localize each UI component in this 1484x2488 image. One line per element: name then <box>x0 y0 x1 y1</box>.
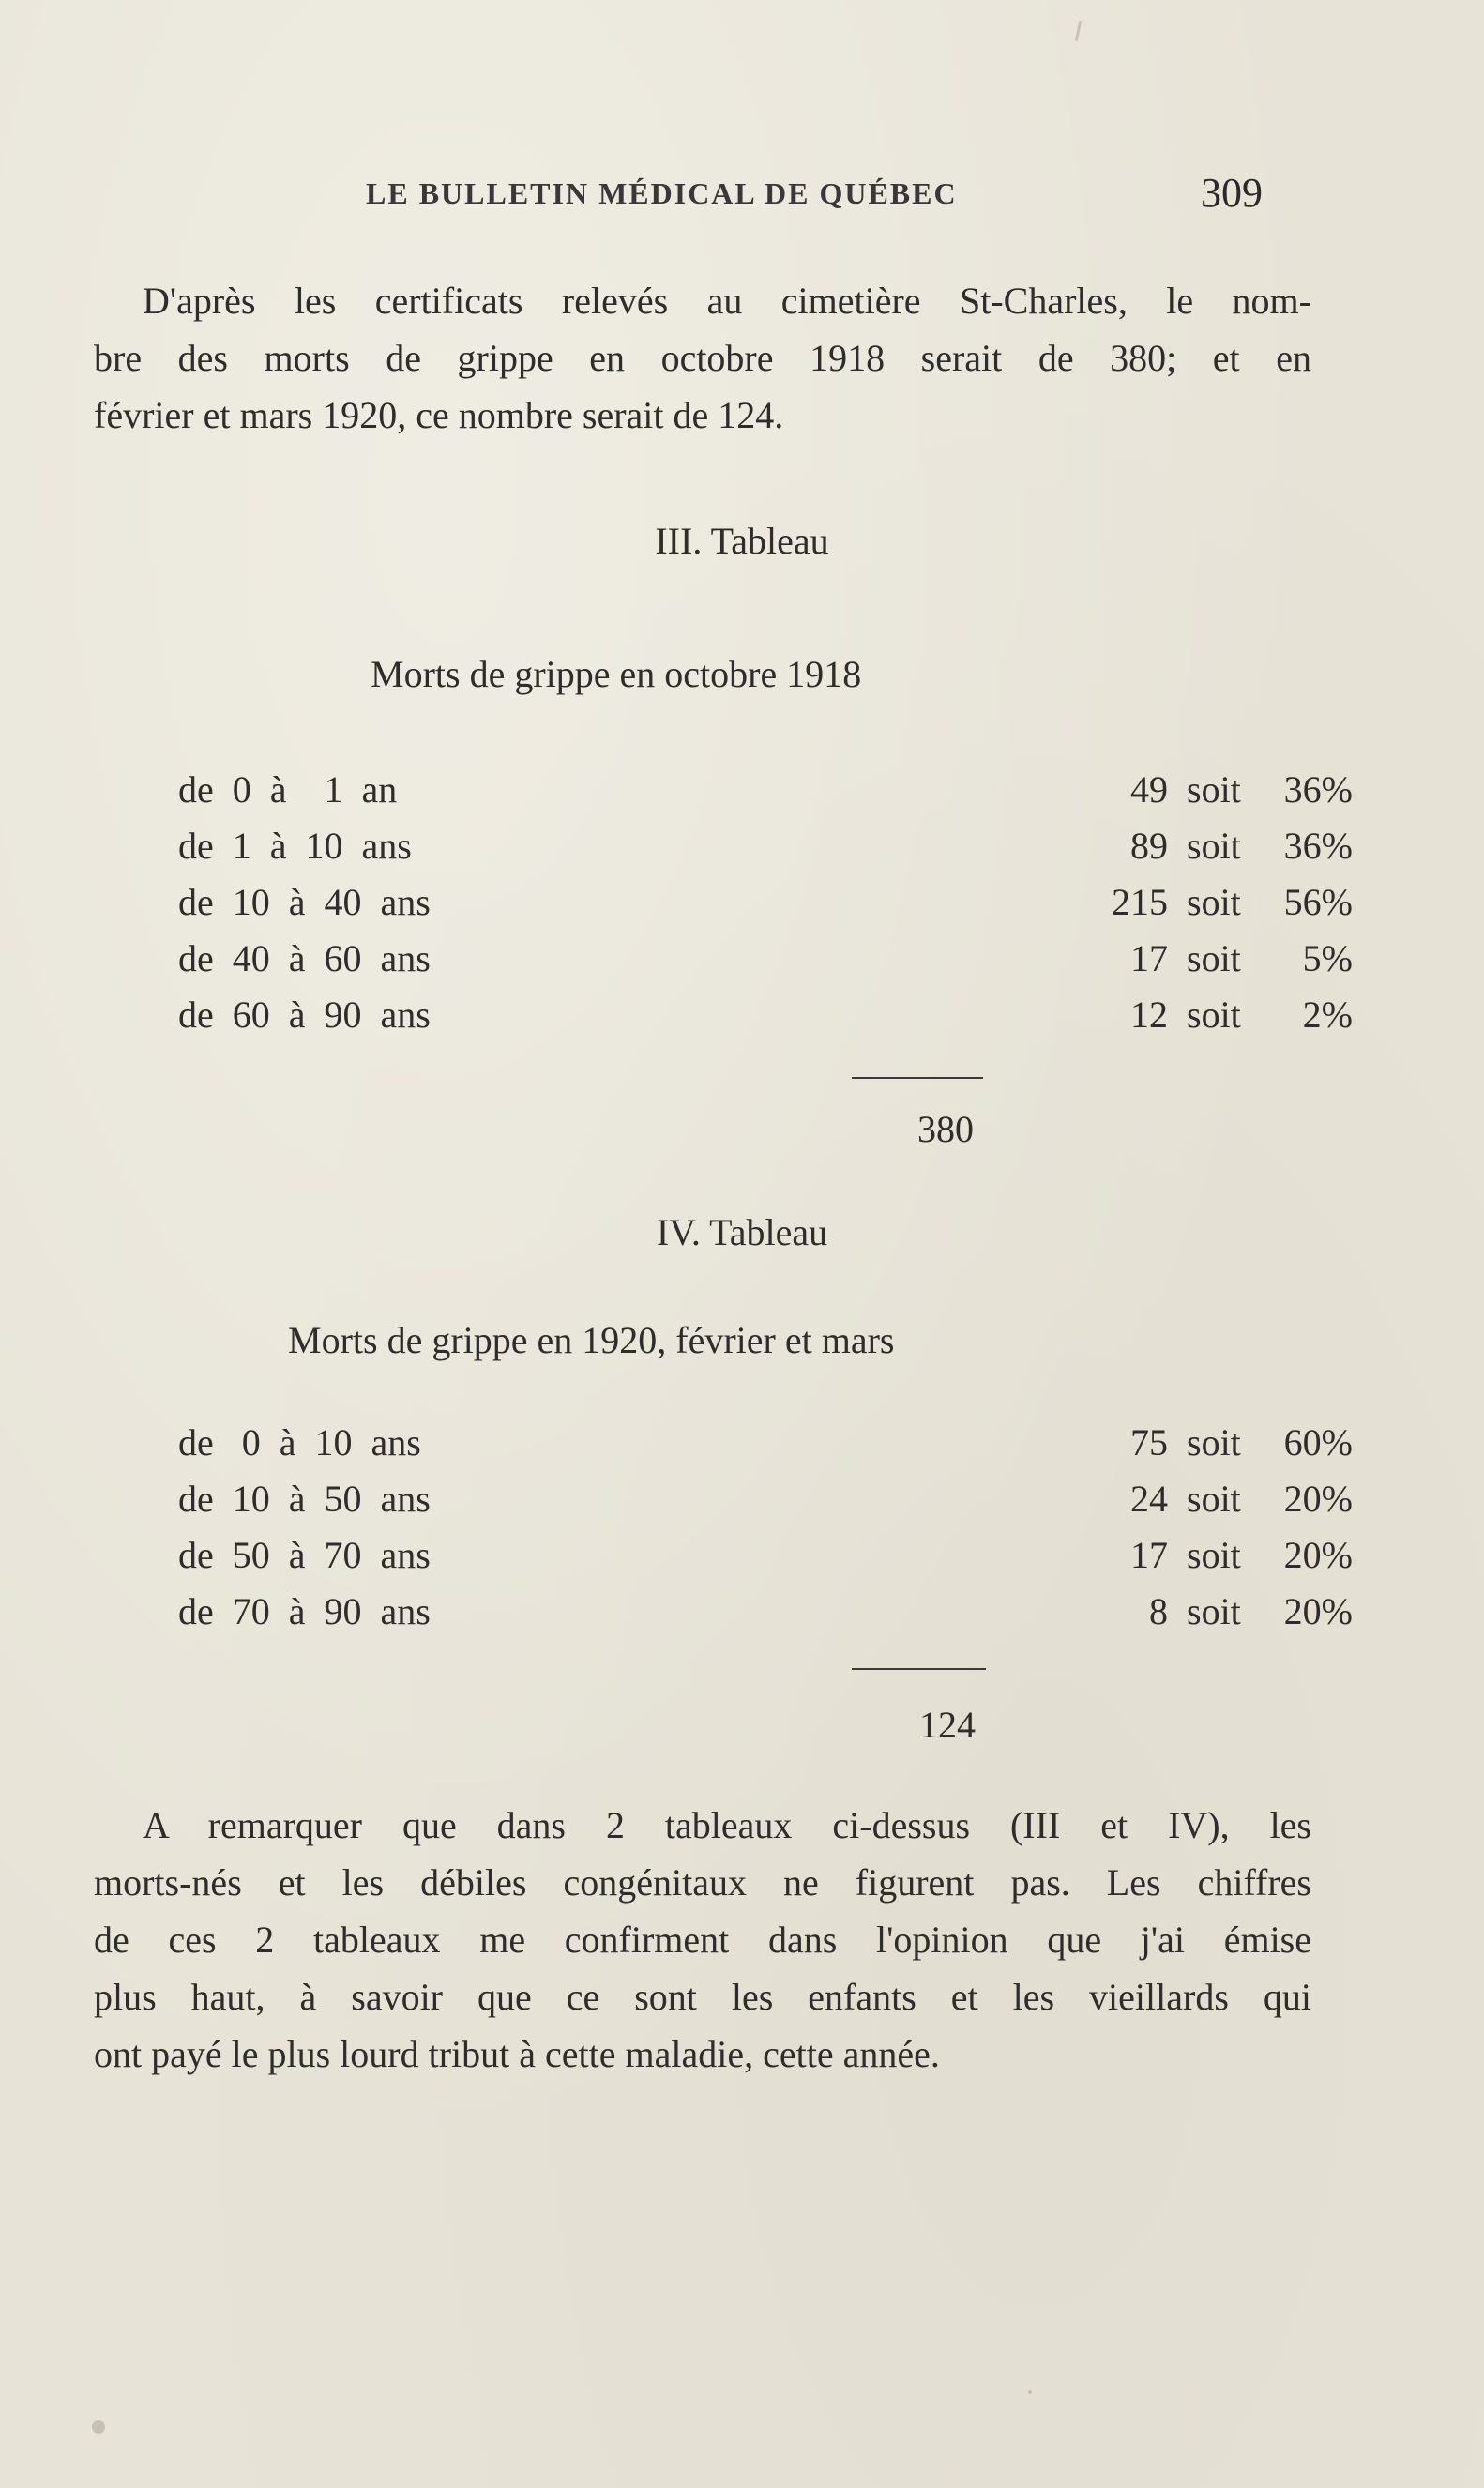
outro-paragraph <box>94 1797 1311 2083</box>
soit-label: soit <box>1187 768 1241 811</box>
intro-line: D'après les certificats relevés au cimetière St-Charles, le nom- <box>143 280 1311 322</box>
soit-label: soit <box>1187 881 1241 923</box>
outro-line: morts-nés et les débiles congénitaux ne figurent pas. Les chiffres <box>94 1861 1311 1904</box>
table3-rows <box>178 762 1353 1043</box>
table4-rows <box>178 1415 1353 1640</box>
percentage: 60% <box>1283 1421 1353 1464</box>
table-row <box>178 1471 1353 1527</box>
table4-title: IV. Tableau <box>656 1211 828 1253</box>
table4-total: 124 <box>919 1704 976 1746</box>
death-count: 75 <box>1130 1421 1168 1464</box>
percentage: 36% <box>1283 825 1353 867</box>
table3-title: III. Tableau <box>655 520 829 562</box>
sum-rule <box>852 1077 983 1079</box>
table-row <box>178 1415 1353 1471</box>
table-row <box>178 931 1353 987</box>
age-range: de 10 à 40 ans <box>178 881 431 923</box>
percentage: 56% <box>1283 881 1353 923</box>
outro-line: A remarquer que dans 2 tableaux ci-dessus (III et IV), les <box>143 1804 1311 1846</box>
percentage: 36% <box>1283 768 1353 811</box>
outro-line: de ces 2 tableaux me confirment dans l'opinion que j'ai émise <box>94 1919 1311 1961</box>
table-row <box>178 1584 1353 1640</box>
soit-label: soit <box>1187 994 1241 1036</box>
outro-line: plus haut, à savoir que ce sont les enfants et les vieillards qui <box>94 1976 1311 2018</box>
age-range: de 1 à 10 ans <box>178 825 412 867</box>
percentage: 20% <box>1283 1478 1353 1520</box>
soit-label: soit <box>1187 937 1241 979</box>
age-range: de 70 à 90 ans <box>178 1590 431 1632</box>
table-row <box>178 762 1353 818</box>
percentage: 20% <box>1283 1590 1353 1632</box>
paper-mark <box>1075 21 1083 41</box>
soit-label: soit <box>1187 1590 1241 1632</box>
death-count: 12 <box>1130 994 1168 1036</box>
death-count: 89 <box>1130 825 1168 867</box>
percentage: 5% <box>1302 937 1353 979</box>
paper-speck <box>1028 2390 1032 2394</box>
soit-label: soit <box>1187 1534 1241 1576</box>
death-count: 24 <box>1130 1478 1168 1520</box>
intro-line: bre des morts de grippe en octobre 1918 serait de 380; et en <box>94 337 1311 379</box>
page-header <box>94 170 1263 216</box>
death-count: 17 <box>1130 937 1168 979</box>
page-number: 309 <box>1201 170 1263 216</box>
percentage: 2% <box>1302 994 1353 1036</box>
death-count: 215 <box>1112 881 1168 923</box>
table3-total: 380 <box>917 1108 974 1150</box>
soit-label: soit <box>1187 1478 1241 1520</box>
age-range: de 40 à 60 ans <box>178 937 431 979</box>
table4-subtitle: Morts de grippe en 1920, février et mars <box>288 1319 895 1361</box>
table-row <box>178 1527 1353 1584</box>
running-head: LE BULLETIN MÉDICAL DE QUÉBEC <box>366 176 958 210</box>
soit-label: soit <box>1187 825 1241 867</box>
intro-paragraph <box>94 272 1311 444</box>
percentage: 20% <box>1283 1534 1353 1576</box>
intro-line: février et mars 1920, ce nombre serait de 124. <box>94 394 784 436</box>
age-range: de 0 à 10 ans <box>178 1421 421 1464</box>
table3-subtitle: Morts de grippe en octobre 1918 <box>371 653 862 695</box>
table-row <box>178 874 1353 931</box>
age-range: de 0 à 1 an <box>178 768 398 811</box>
age-range: de 50 à 70 ans <box>178 1534 431 1576</box>
death-count: 49 <box>1130 768 1168 811</box>
sum-rule <box>852 1668 986 1670</box>
death-count: 17 <box>1130 1534 1168 1576</box>
paper-speck <box>92 2420 105 2434</box>
table-row <box>178 987 1353 1043</box>
age-range: de 10 à 50 ans <box>178 1478 431 1520</box>
death-count: 8 <box>1149 1590 1168 1632</box>
table-row <box>178 818 1353 874</box>
soit-label: soit <box>1187 1421 1241 1464</box>
outro-line: ont payé le plus lourd tribut à cette maladie, cette année. <box>94 2033 940 2075</box>
age-range: de 60 à 90 ans <box>178 994 431 1036</box>
